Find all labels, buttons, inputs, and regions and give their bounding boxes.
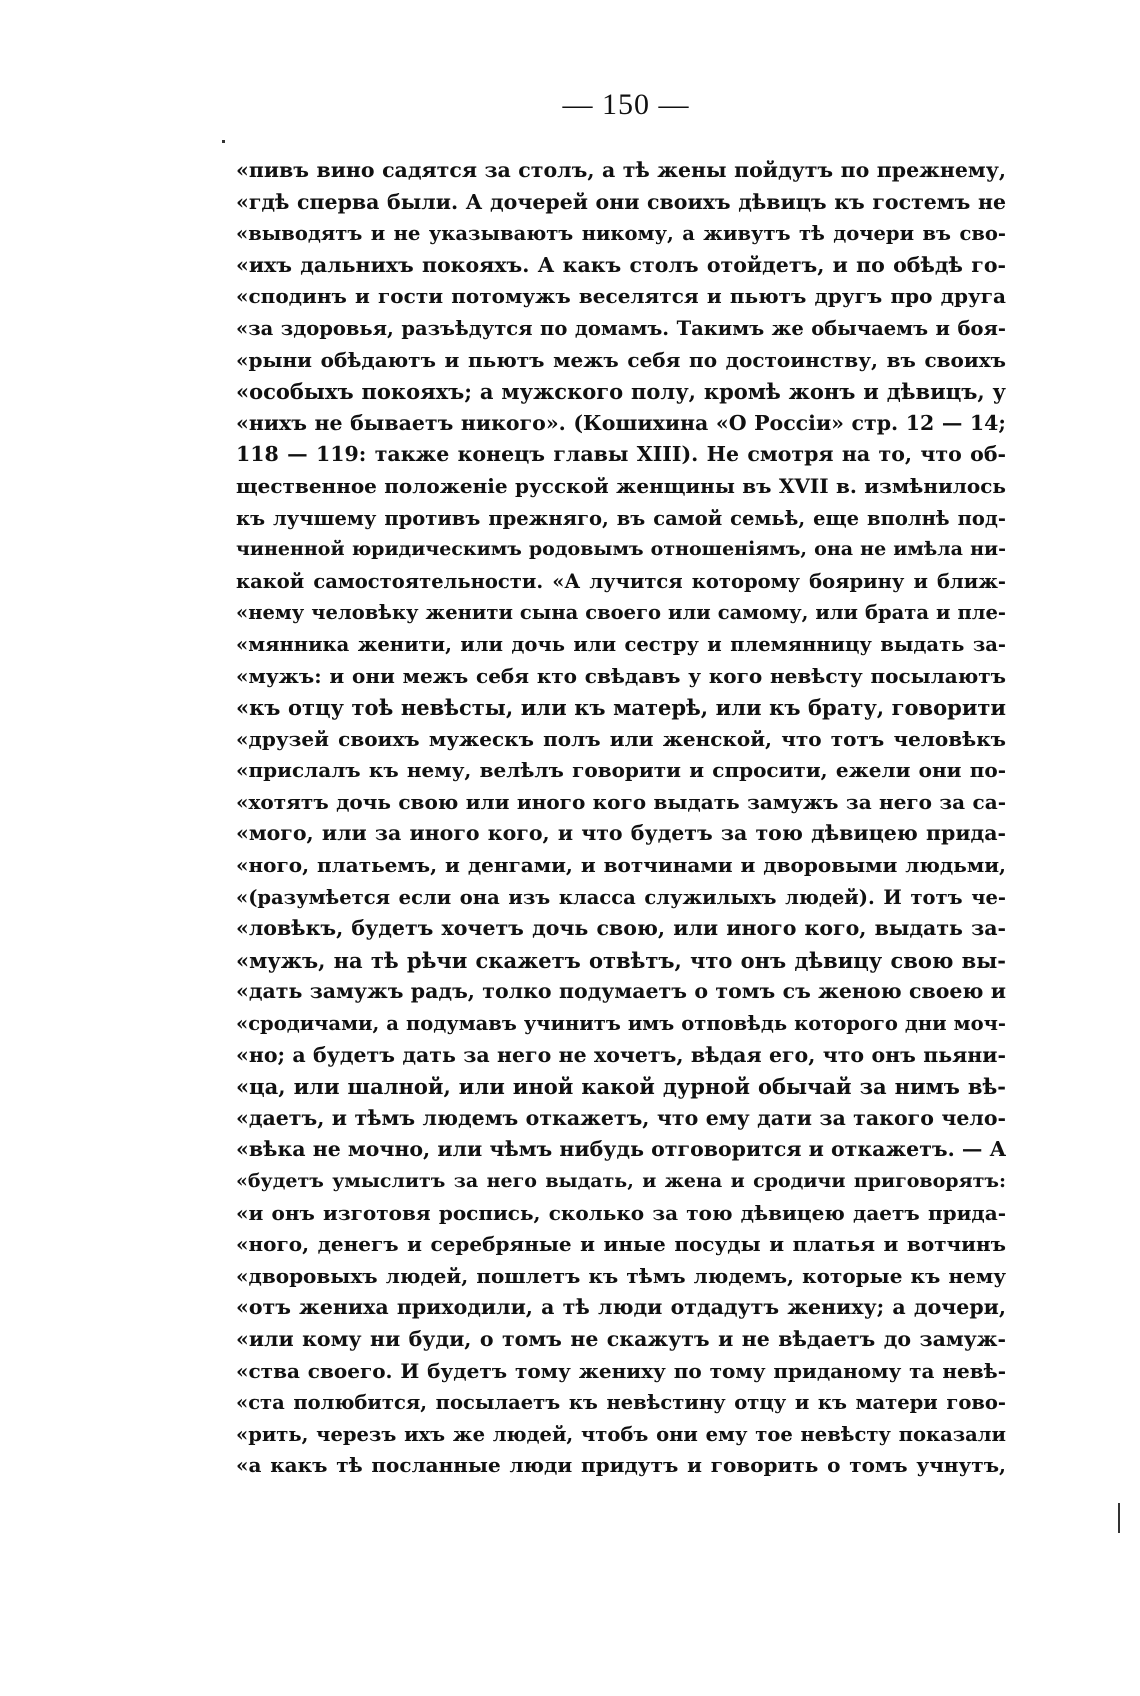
text-line: «будетъ умыслитъ за него выдать, и жена и сродичи приговорятъ: [236,1170,1006,1192]
text-line: «даетъ, и тѣмъ людемъ откажетъ, что ему дати за такого чело- [236,1105,1006,1130]
text-line: «особыхъ покояхъ; а мужского полу, кромѣ жонъ и дѣвицъ, у [236,379,1006,405]
text-line: щественное положеніе русской женщины въ XVII в. измѣнилось [236,473,1006,498]
text-line: «пивъ вино садятся за столъ, а тѣ жены пойдутъ по прежнему, [236,158,1006,182]
text-line: «ца, или шалной, или иной какой дурной обычай за нимъ вѣ- [236,1074,1006,1100]
text-line: «ста полюбится, посылаетъ къ невѣстину отцу и къ матери гово- [236,1391,1006,1415]
text-line: «дворовыхъ людей, пошлетъ къ тѣмъ людемъ, которые къ нему [236,1263,1006,1288]
text-line: «сподинъ и гости потомужъ веселятся и пьютъ другъ про друга [236,284,1006,309]
text-line: «отъ жениха приходили, а тѣ люди отдадутъ жениху; а дочери, [236,1295,1006,1320]
text-line: къ лучшему противъ прежняго, въ самой семьѣ, еще вполнѣ под- [236,506,1006,530]
text-line: «мого, или за иного кого, и что будетъ за тою дѣвицею прида- [236,821,1006,846]
text-line: «рыни обѣдаютъ и пьютъ межъ себя по достоинству, въ своихъ [236,347,1006,372]
text-line: «ства своего. И будетъ тому жениху по тому приданому та невѣ- [236,1358,1006,1383]
text-line: «рить, черезъ ихъ же людей, чтобъ они ему тое невѣсту показали [236,1422,1006,1446]
text-line: какой самостоятельности. «А лучится которому боярину и ближ- [236,569,1006,593]
text-line: «нихъ не бываетъ никого». (Кошихина «О Россіи» стр. 12 — 14; [236,410,1006,435]
text-line: «мянника женити, или дочь или сестру и племянницу выдать за- [236,632,1006,656]
text-line: «мужъ: и они межъ себя кто свѣдавъ у кого невѣсту посылаютъ [236,663,1006,688]
text-line: «(разумѣется если она изъ класса служилыхъ людей). И тотъ че- [236,885,1006,909]
text-line: «а какъ тѣ посланные люди придутъ и говорить о томъ учнутъ, [236,1453,1006,1478]
text-line: «и онъ изготовя роспись, сколько за тою дѣвицею даетъ прида- [236,1200,1006,1225]
margin-speck [222,140,225,143]
text-line: «ловѣкъ, будетъ хочетъ дочь свою, или иного кого, выдать за- [236,916,1006,941]
text-line: «мужъ, на тѣ рѣчи скажетъ отвѣтъ, что онъ дѣвицу свою вы- [236,947,1006,973]
text-line: «гдѣ сперва были. А дочерей они своихъ дѣвицъ къ гостемъ не [236,189,1006,214]
text-line: «дать замужъ радъ, толко подумаетъ о томъ съ женою своею и [236,979,1006,1004]
text-line: «выводятъ и не указываютъ никому, а живутъ тѣ дочери въ сво- [236,222,1006,246]
text-line: «ного, денегъ и серебряные и иные посуды и платья и вотчинъ [236,1232,1006,1257]
margin-rule-mark [1118,1503,1120,1533]
text-line: «ихъ дальнихъ покояхъ. А какъ столъ отойдетъ, и по обѣдѣ го- [236,252,1006,277]
text-line: чиненной юридическимъ родовымъ отношеніямъ, она не имѣла ни- [236,538,1006,561]
text-line: «ного, платьемъ, и денгами, и вотчинами и дворовыми людьми, [236,853,1006,878]
text-line: 118 — 119: также конецъ главы XIII). Не смотря на то, что об- [236,442,1006,467]
text-line: «или кому ни буди, о томъ не скажутъ и не вѣдаетъ до замуж- [236,1326,1006,1351]
page-number: — 150 — [562,88,690,121]
text-line: «друзей своихъ мужескъ полъ или женской, что тотъ человѣкъ [236,726,1006,751]
text-line: «нему человѣку женити сына своего или самому, или брата и пле- [236,601,1006,625]
text-line: «за здоровья, разъѣдутся по домамъ. Такимъ же обычаемъ и боя- [236,316,1006,340]
text-line: «вѣка не мочно, или чѣмъ нибудь отговорится и откажетъ. — А [236,1137,1006,1162]
text-line: «хотятъ дочь свою или иного кого выдать замужъ за него за са- [236,789,1006,814]
text-line: «прислалъ къ нему, велѣлъ говорити и спросити, ежели они по- [236,758,1006,783]
text-line: «но; а будетъ дать за него не хочетъ, вѣдая его, что онъ пьяни- [236,1042,1006,1067]
text-line: «сродичами, а подумавъ учинитъ имъ отповѣдь которого дни моч- [236,1012,1006,1036]
text-line: «къ отцу тоѣ невѣсты, или къ матерѣ, или къ брату, говорити [236,695,1006,721]
body-text [236,155,1006,1482]
